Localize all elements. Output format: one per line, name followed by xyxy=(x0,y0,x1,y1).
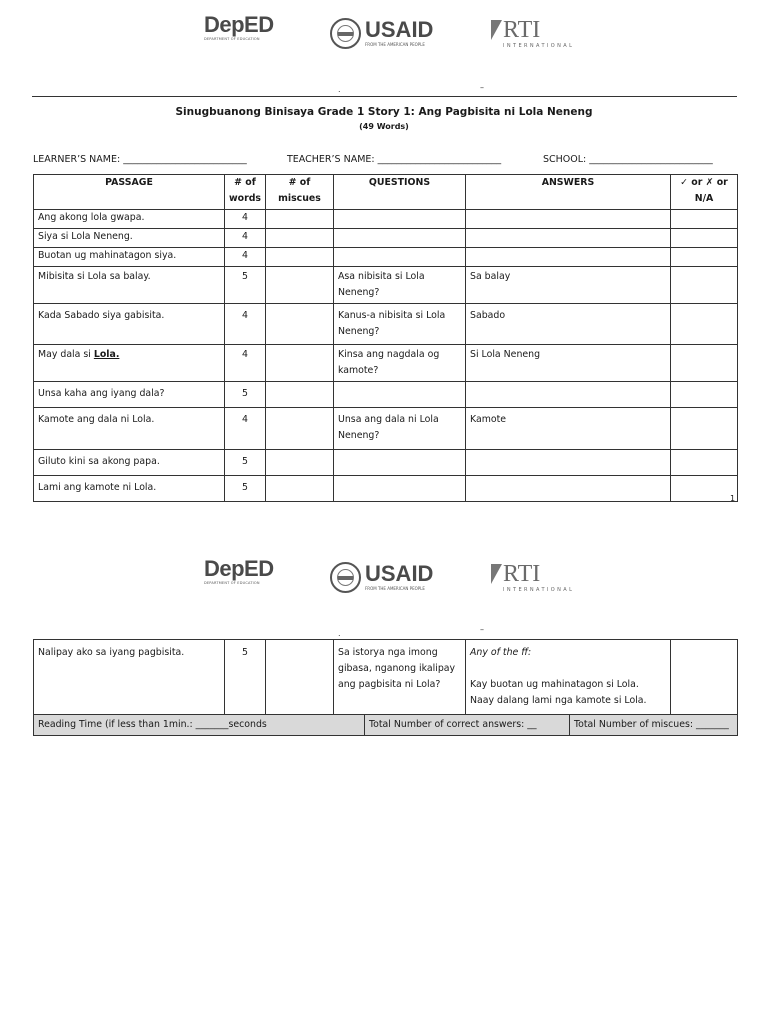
miscues-cell[interactable] xyxy=(266,267,334,304)
words-cell: 5 xyxy=(225,476,266,502)
page-subtitle: (49 Words) xyxy=(359,122,409,131)
check-cell[interactable] xyxy=(671,640,738,715)
question-cell xyxy=(334,210,466,229)
words-cell: 4 xyxy=(225,408,266,450)
summary-row xyxy=(34,715,738,736)
answer-cell: Sa balay xyxy=(466,267,671,304)
rti-mark-icon xyxy=(491,564,502,584)
deped-logo: DepED DEPARTMENT OF EDUCATION xyxy=(204,12,274,41)
answer-cell: Sabado xyxy=(466,304,671,345)
header-dot: . xyxy=(338,85,341,94)
passage-cell: Kamote ang dala ni Lola. xyxy=(34,408,225,450)
words-cell: 5 xyxy=(225,450,266,476)
logo-bar: DepED DEPARTMENT OF EDUCATION USAID FROM THE AMERICAN PEOPLE RTI INTERNATIONAL xyxy=(204,12,575,49)
words-cell: 4 xyxy=(225,210,266,229)
table-row xyxy=(34,267,738,304)
passage-cell: Kada Sabado siya gabisita. xyxy=(34,304,225,345)
header-words: # of words xyxy=(225,175,266,210)
words-cell: 4 xyxy=(225,229,266,248)
reading-time-field[interactable]: Reading Time (if less than 1min.: _______seconds xyxy=(34,715,365,736)
question-cell: Asa nibisita si Lola Neneng? xyxy=(334,267,466,304)
assessment-table-continued xyxy=(33,639,738,715)
assessment-table xyxy=(33,174,738,502)
question-cell: Unsa ang dala ni Lola Neneng? xyxy=(334,408,466,450)
check-cell[interactable] xyxy=(671,304,738,345)
question-cell: Kinsa ang nagdala og kamote? xyxy=(334,345,466,382)
miscues-cell[interactable] xyxy=(266,450,334,476)
summary-table xyxy=(33,714,738,736)
table-header xyxy=(34,175,738,210)
question-cell xyxy=(334,382,466,408)
miscues-cell[interactable] xyxy=(266,304,334,345)
check-cell[interactable] xyxy=(671,210,738,229)
check-cell[interactable] xyxy=(671,345,738,382)
passage-cell: Unsa kaha ang iyang dala? xyxy=(34,382,225,408)
check-cell[interactable] xyxy=(671,267,738,304)
check-cell[interactable] xyxy=(671,476,738,502)
school-field[interactable]: SCHOOL: __________________________ xyxy=(543,154,713,165)
rti-mark-icon xyxy=(491,20,502,40)
miscues-cell[interactable] xyxy=(266,210,334,229)
miscues-cell[interactable] xyxy=(266,476,334,502)
passage-cell: Ang akong lola gwapa. xyxy=(34,210,225,229)
deped-logo: DepED DEPARTMENT OF EDUCATION xyxy=(204,556,274,585)
page-title: Sinugbuanong Binisaya Grade 1 Story 1: Ang Pagbisita ni Lola Neneng xyxy=(175,106,593,118)
table-row xyxy=(34,382,738,408)
miscues-cell[interactable] xyxy=(266,408,334,450)
question-cell: Kanus-a nibisita si Lola Neneng? xyxy=(334,304,466,345)
usaid-seal-icon xyxy=(330,562,361,593)
table-row xyxy=(34,640,738,715)
words-cell: 5 xyxy=(225,267,266,304)
words-cell: 5 xyxy=(225,382,266,408)
passage-cell: May dala si Lola. xyxy=(34,345,225,382)
passage-cell: Lami ang kamote ni Lola. xyxy=(34,476,225,502)
question-cell xyxy=(334,229,466,248)
table-row xyxy=(34,476,738,502)
answer-cell xyxy=(466,476,671,502)
logo-bar: DepED DEPARTMENT OF EDUCATION USAID FROM THE AMERICAN PEOPLE RTI INTERNATIONAL xyxy=(204,556,575,593)
header-dash: – xyxy=(480,83,484,92)
miscues-cell[interactable] xyxy=(266,248,334,267)
words-cell: 4 xyxy=(225,345,266,382)
answer-option: Naay dalang lami nga kamote si Lola. xyxy=(470,695,647,706)
table-row xyxy=(34,408,738,450)
header-rule xyxy=(32,96,737,97)
answer-option: Kay buotan ug mahinatagon si Lola. xyxy=(470,679,639,690)
header-dot: . xyxy=(338,629,341,638)
question-cell xyxy=(334,476,466,502)
header-answers: ANSWERS xyxy=(466,175,671,210)
check-cell[interactable] xyxy=(671,408,738,450)
answer-intro: Any of the ff: xyxy=(470,647,532,658)
words-cell: 5 xyxy=(225,640,266,715)
miscues-cell[interactable] xyxy=(266,229,334,248)
answer-cell xyxy=(466,450,671,476)
answer-cell xyxy=(466,210,671,229)
passage-cell: Mibisita si Lola sa balay. xyxy=(34,267,225,304)
correct-answers-field[interactable]: Total Number of correct answers: __ xyxy=(365,715,570,736)
teacher-name-field[interactable]: TEACHER’S NAME: __________________________ xyxy=(287,154,502,165)
total-miscues-field[interactable]: Total Number of miscues: _______ xyxy=(570,715,738,736)
answer-cell xyxy=(466,382,671,408)
check-cell[interactable] xyxy=(671,382,738,408)
answer-cell xyxy=(466,248,671,267)
answer-cell xyxy=(466,229,671,248)
table-row xyxy=(34,229,738,248)
check-cell[interactable] xyxy=(671,248,738,267)
answer-cell: Si Lola Neneng xyxy=(466,345,671,382)
table-row xyxy=(34,248,738,267)
miscues-cell[interactable] xyxy=(266,640,334,715)
header-questions: QUESTIONS xyxy=(334,175,466,210)
page-number: 1 xyxy=(730,494,736,503)
rti-logo: RTI INTERNATIONAL xyxy=(491,564,574,593)
answer-cell: Kamote xyxy=(466,408,671,450)
table-row xyxy=(34,304,738,345)
learner-name-field[interactable]: LEARNER’S NAME: __________________________ xyxy=(33,154,247,165)
question-cell xyxy=(334,248,466,267)
header-passage: PASSAGE xyxy=(34,175,225,210)
check-cell[interactable] xyxy=(671,229,738,248)
words-cell: 4 xyxy=(225,304,266,345)
passage-cell: Giluto kini sa akong papa. xyxy=(34,450,225,476)
passage-cell: Siya si Lola Neneng. xyxy=(34,229,225,248)
passage-cell: Nalipay ako sa iyang pagbisita. xyxy=(34,640,225,715)
miscues-cell[interactable] xyxy=(266,345,334,382)
table-row xyxy=(34,345,738,382)
underlined-word: Lola. xyxy=(93,349,120,360)
miscues-cell[interactable] xyxy=(266,382,334,408)
header-check: ✓ or ✗ or N/A xyxy=(671,175,738,210)
question-cell: Sa istorya nga imong gibasa, nganong ikalipay ang pagbisita ni Lola? xyxy=(334,640,466,715)
table-row xyxy=(34,210,738,229)
table-row xyxy=(34,450,738,476)
header-dash: – xyxy=(480,625,484,634)
usaid-seal-icon xyxy=(330,18,361,49)
rti-logo: RTI INTERNATIONAL xyxy=(491,20,574,49)
question-cell xyxy=(334,450,466,476)
header-miscues: # of miscues xyxy=(266,175,334,210)
answer-cell xyxy=(466,640,671,715)
passage-cell: Buotan ug mahinatagon siya. xyxy=(34,248,225,267)
check-cell[interactable] xyxy=(671,450,738,476)
words-cell: 4 xyxy=(225,248,266,267)
